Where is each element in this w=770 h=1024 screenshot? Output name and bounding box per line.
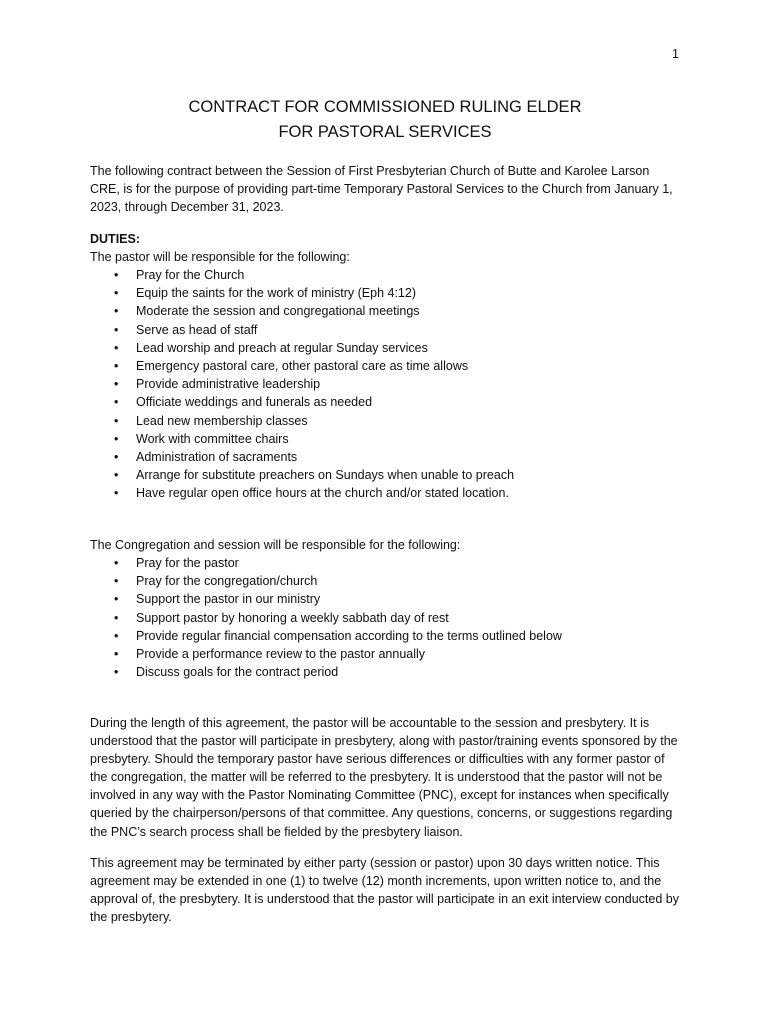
- congregation-lead: The Congregation and session will be responsible for the following:: [90, 538, 461, 552]
- list-item-text: Support pastor by honoring a weekly sabbath day of rest: [136, 610, 449, 625]
- duties-lead: The pastor will be responsible for the following:: [90, 250, 350, 264]
- bullet-icon: •: [114, 468, 119, 483]
- list-item-text: Provide a performance review to the pastor annually: [136, 647, 426, 662]
- list-item: [90, 627, 680, 645]
- list-item: [90, 357, 680, 375]
- list-item: [90, 339, 680, 357]
- list-item-text: Officiate weddings and funerals as needed: [136, 395, 373, 410]
- bullet-icon: •: [114, 413, 119, 428]
- list-item: [90, 645, 680, 663]
- list-item-text: Serve as head of staff: [136, 322, 258, 337]
- list-item: [90, 554, 680, 572]
- list-item-text: Pray for the pastor: [136, 556, 239, 570]
- bullet-icon: •: [114, 340, 119, 355]
- list-item: [90, 609, 680, 627]
- accountability-paragraph: During the length of this agreement, the pastor will be accountable to the session and presbytery. It is understood that the pastor will participate in presbytery, along with pastor/training events sponsored by the presbytery. Should the temporary pastor have serious differences or difficulties with any former pastor of the congregation, the matter will be referred to the presbytery. It is understood that the pastor will not be involved in any way with the Pastor Nominating Committee (PNC), except for instances when specifically queried by the chairperson/persons of that committee. Any questions, concerns, or suggestions regarding the PNC’s search process shall be fielded by the presbytery liaison.: [90, 716, 678, 839]
- list-item: [90, 466, 680, 484]
- list-item-text: Pray for the congregation/church: [136, 574, 318, 589]
- page-number: 1: [672, 47, 679, 61]
- title-line-1: CONTRACT FOR COMMISSIONED RULING ELDER: [188, 98, 582, 116]
- list-item: [90, 412, 680, 430]
- list-item-text: Emergency pastoral care, other pastoral care as time allows: [136, 359, 469, 374]
- list-item-text: Equip the saints for the work of ministry (Eph 4:12): [136, 286, 416, 301]
- bullet-icon: •: [114, 665, 119, 680]
- bullet-icon: •: [114, 628, 119, 643]
- bullet-icon: •: [114, 431, 119, 446]
- list-item-text: Provide administrative leadership: [136, 377, 321, 392]
- list-item-text: Moderate the session and congregational meetings: [136, 304, 420, 319]
- list-item: [90, 284, 680, 302]
- bullet-icon: •: [114, 322, 119, 337]
- list-item: [90, 302, 680, 320]
- duties-heading: DUTIES:: [90, 232, 140, 246]
- bullet-icon: •: [114, 450, 119, 465]
- list-item: [90, 572, 680, 590]
- bullet-icon: •: [114, 610, 119, 625]
- bullet-icon: •: [114, 486, 119, 501]
- title-line-2: FOR PASTORAL SERVICES: [278, 123, 492, 141]
- list-item-text: Arrange for substitute preachers on Sundays when unable to preach: [136, 468, 515, 483]
- list-item: [90, 321, 680, 339]
- document-title: [0, 95, 770, 145]
- list-item-text: Provide regular financial compensation according to the terms outlined below: [136, 628, 562, 643]
- duties-list: [90, 266, 680, 503]
- list-item-text: Pray for the Church: [136, 268, 245, 282]
- intro-paragraph: The following contract between the Session of First Presbyterian Church of Butte and Karolee Larson CRE, is for the purpose of providing part-time Temporary Pastoral Services to the Church from January 1, 2023, through December 31, 2023.: [90, 164, 673, 215]
- congregation-list: [90, 554, 680, 681]
- list-item: [90, 375, 680, 393]
- bullet-icon: •: [114, 268, 119, 282]
- bullet-icon: •: [114, 286, 119, 301]
- list-item-text: Work with committee chairs: [136, 431, 289, 446]
- list-item-text: Lead new membership classes: [136, 413, 308, 428]
- bullet-icon: •: [114, 304, 119, 319]
- list-item: [90, 448, 680, 466]
- bullet-icon: •: [114, 556, 119, 570]
- termination-paragraph: This agreement may be terminated by either party (session or pastor) upon 30 days written notice. This agreement may be extended in one (1) to twelve (12) month increments, upon written notice to, and the approval of, the presbytery. It is understood that the pastor will participate in an exit interview conducted by the presbytery.: [90, 856, 679, 925]
- list-item: [90, 430, 680, 448]
- list-item-text: Have regular open office hours at the church and/or stated location.: [136, 486, 509, 501]
- list-item: [90, 266, 680, 284]
- bullet-icon: •: [114, 377, 119, 392]
- list-item-text: Support the pastor in our ministry: [136, 592, 321, 607]
- list-item: [90, 590, 680, 608]
- list-item: [90, 484, 680, 502]
- bullet-icon: •: [114, 395, 119, 410]
- bullet-icon: •: [114, 359, 119, 374]
- list-item-text: Administration of sacraments: [136, 450, 298, 465]
- bullet-icon: •: [114, 574, 119, 589]
- list-item: [90, 663, 680, 681]
- bullet-icon: •: [114, 592, 119, 607]
- list-item: [90, 393, 680, 411]
- list-item-text: Lead worship and preach at regular Sunday services: [136, 340, 428, 355]
- list-item-text: Discuss goals for the contract period: [136, 665, 339, 680]
- bullet-icon: •: [114, 647, 119, 662]
